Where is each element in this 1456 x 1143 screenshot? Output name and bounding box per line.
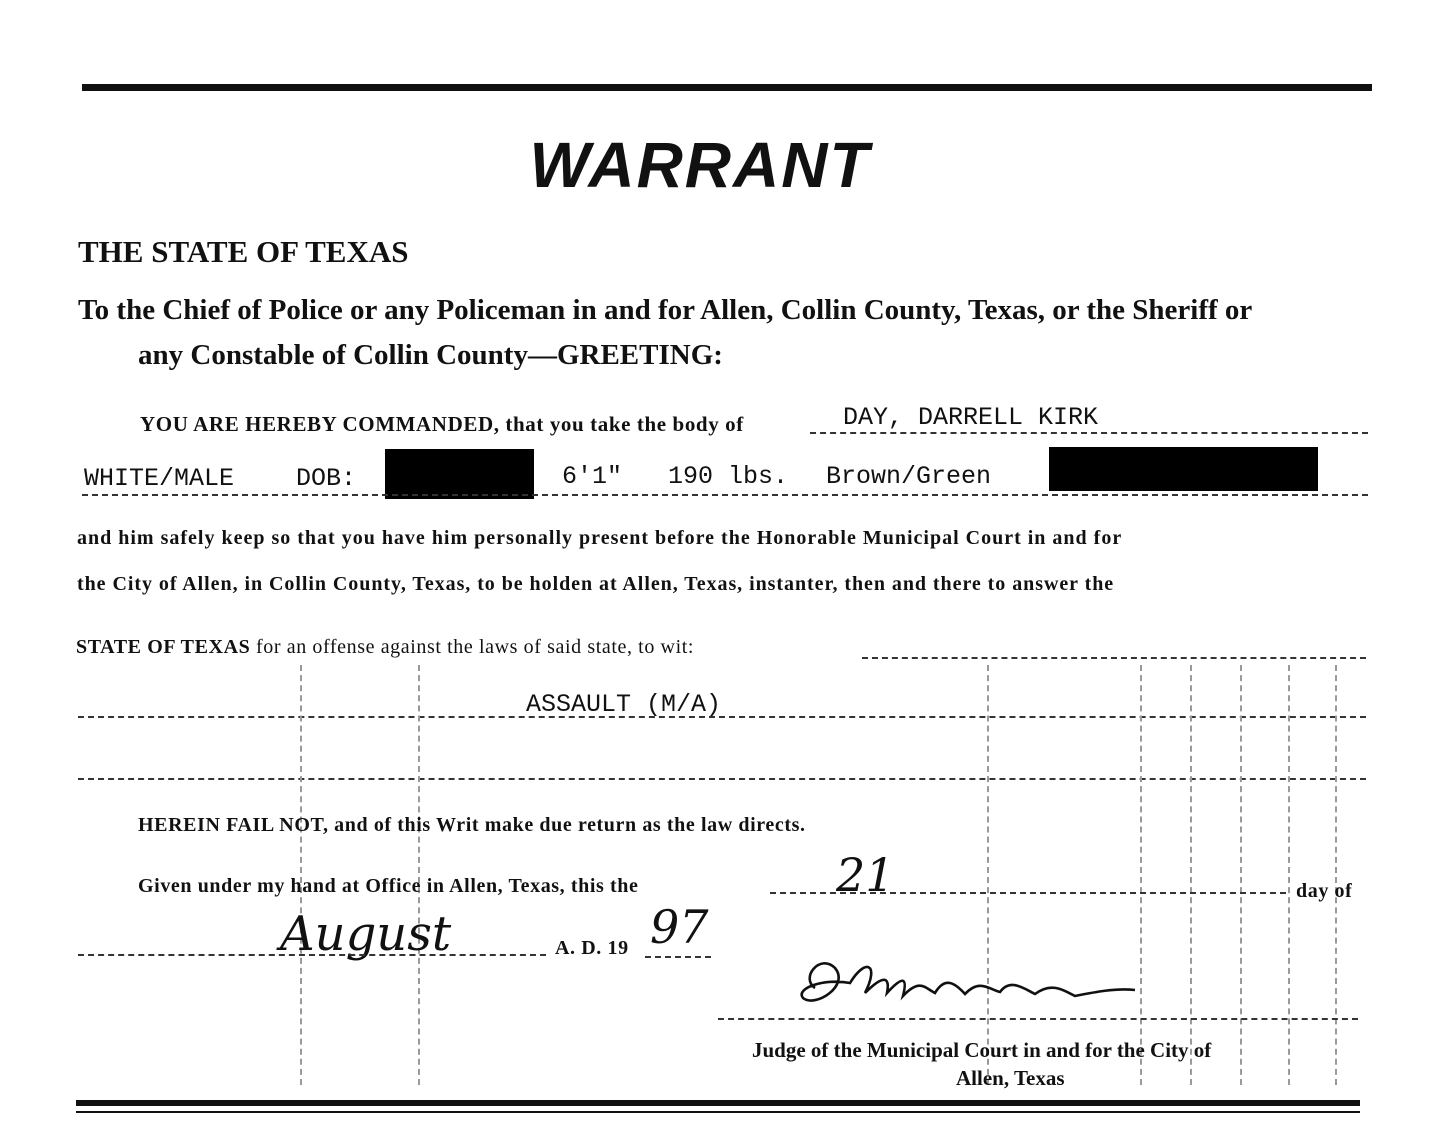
bottom-border-rule-thin	[76, 1111, 1360, 1113]
description-fill-line	[82, 494, 1368, 496]
id-redaction	[1049, 447, 1318, 491]
offense-fill-line	[78, 716, 1366, 718]
bleed-through-line	[1288, 665, 1290, 1085]
signature-line	[718, 1018, 1358, 1020]
state-heading: THE STATE OF TEXAS	[78, 234, 409, 269]
dob-label: DOB:	[296, 464, 357, 493]
herein-rest: and of this Writ make due return as the law directs.	[334, 814, 806, 836]
command-text: YOU ARE HEREBY COMMANDED, that you take the body of	[140, 412, 744, 436]
height-value: 6'1"	[562, 462, 623, 491]
dob-redaction	[385, 449, 534, 499]
body-line-1: and him safely keep so that you have him personally present before the Honorable Municipal Court in and for	[77, 527, 1123, 549]
bleed-through-line	[1190, 665, 1192, 1085]
handwritten-day: 21	[836, 848, 895, 902]
judge-title-line-2: Allen, Texas	[956, 1066, 1065, 1090]
weight-value: 190 lbs.	[668, 462, 789, 491]
bleed-through-line	[1140, 665, 1142, 1085]
top-border-rule	[82, 84, 1372, 91]
day-of-label: day of	[1296, 880, 1353, 902]
race-sex: WHITE/MALE	[84, 464, 235, 493]
offense-fill-line-2	[78, 778, 1366, 780]
year-fill-line	[645, 956, 711, 958]
state-of-texas-bold: STATE OF TEXAS	[76, 636, 251, 658]
offense-value: ASSAULT (M/A)	[526, 690, 722, 719]
month-fill-line	[78, 954, 546, 956]
document-title: WARRANT	[529, 129, 871, 201]
handwritten-month: August	[280, 906, 452, 962]
bottom-border-rule	[76, 1100, 1360, 1106]
offense-intro: for an offense against the laws of said state, to wit:	[256, 636, 695, 658]
given-text: Given under my hand at Office in Allen, Texas, this the	[138, 875, 639, 897]
body-line-3	[76, 636, 694, 659]
address-line-1: To the Chief of Police or any Policeman in and for Allen, Collin County, Texas, or the Sheriff or	[78, 294, 1253, 326]
judge-signature	[795, 948, 1145, 1018]
herein-bold: HEREIN FAIL NOT,	[138, 814, 329, 836]
address-line-2: any Constable of Collin County—GREETING:	[138, 339, 723, 371]
handwritten-year: 97	[650, 900, 709, 954]
bleed-through-line	[1335, 665, 1337, 1085]
herein-line	[138, 814, 806, 837]
bleed-through-line	[1240, 665, 1242, 1085]
name-fill-line	[810, 432, 1368, 434]
bleed-through-line	[987, 665, 989, 1085]
defendant-name: DAY, DARRELL KIRK	[843, 403, 1099, 432]
judge-title-line-1: Judge of the Municipal Court in and for the City of	[752, 1038, 1212, 1062]
day-fill-line	[770, 892, 1286, 894]
body-line-2: the City of Allen, in Collin County, Texas, to be holden at Allen, Texas, instanter, then and there to answer the	[77, 573, 1115, 595]
hair-eyes-value: Brown/Green	[826, 462, 992, 491]
offense-intro-fill-line	[862, 657, 1366, 659]
ad-label: A. D. 19	[555, 937, 629, 959]
